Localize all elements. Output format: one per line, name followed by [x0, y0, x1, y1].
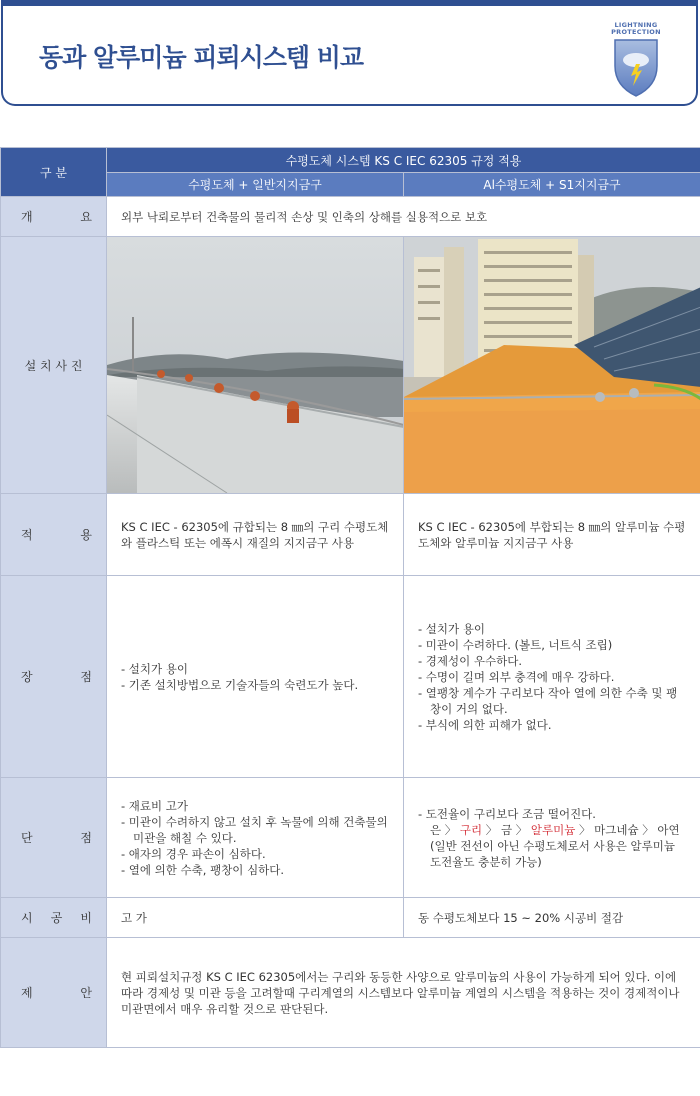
cost-aluminum: 동 수평도체보다 15 ~ 20% 시공비 절감	[404, 898, 700, 938]
row-label-application: 적 용	[1, 494, 107, 576]
comparison-table	[0, 147, 700, 1048]
copper-installation-photo	[107, 237, 404, 494]
row-label-advantages: 장 점	[1, 576, 107, 778]
advantages-aluminum	[404, 576, 700, 778]
list-item: - 재료비 고가	[121, 798, 189, 813]
proposal-text: 현 피뢰설치규정 KS C IEC 62305에서는 구리와 동등한 사양으로 알루미늄의 사용이 가능하게 되어 있다. 이에 따라 경제성 및 미관 등을 고려할때 구리계열의 시스템보다 알루미늄 계열의 시스템을 적용하는 것이 경제적이나 미관면에서 매우 유리할 것으로 판단된다.	[107, 938, 700, 1048]
logo-text-line1: LIGHTNING	[614, 21, 658, 29]
list-item: - 미관이 수려하지 않고 설치 후 녹물에 의해 건축물의 미관을 해칠 수 있다.	[121, 814, 388, 845]
highlight-aluminum: 알루미늄	[530, 822, 576, 837]
cost-copper: 고 가	[107, 898, 404, 938]
table-row-photo	[1, 237, 700, 494]
disadvantages-copper	[107, 778, 404, 898]
table-row-application	[1, 494, 700, 576]
list-item: - 설치가 용이	[418, 621, 486, 636]
table-row-proposal	[1, 938, 700, 1048]
table-row-advantages	[1, 576, 700, 778]
category-header: 구 분	[1, 148, 107, 197]
shield-icon	[609, 36, 663, 98]
list-item: - 미관이 수려하다. (볼트, 너트식 조립)	[418, 637, 613, 652]
column-header-aluminum: Al수평도체 + S1지지금구	[404, 173, 700, 197]
row-label-disadvantages: 단 점	[1, 778, 107, 898]
disadvantages-aluminum	[404, 778, 700, 898]
table-row-disadvantages	[1, 778, 700, 898]
logo-text-line2: PROTECTION	[611, 28, 661, 36]
list-item: - 수명이 길며 외부 충격에 매우 강하다.	[418, 669, 615, 684]
list-item: - 열에 의한 수축, 팽창이 심하다.	[121, 862, 285, 877]
conductivity-note: (일반 전선이 아닌 수평도체로서 사용은 알루미늄 도전율도 충분히 가능)	[430, 838, 675, 869]
conductivity-ranking: 은 〉 구리 〉 금 〉 알루미늄 〉 마그네슘 〉 아연	[430, 822, 680, 837]
list-item: - 부식에 의한 피해가 없다.	[418, 717, 552, 732]
table-row-overview	[1, 197, 700, 237]
row-label-cost: 시 공 비	[1, 898, 107, 938]
highlight-copper: 구리	[459, 822, 483, 837]
list-item: - 도전율이 구리보다 조금 떨어진다.	[418, 806, 596, 821]
page-title: 동과 알루미늄 피뢰시스템 비교	[39, 43, 364, 72]
list-item: - 설치가 용이	[121, 661, 189, 676]
row-label-photo: 설 치 사 진	[1, 237, 107, 494]
row-label-overview: 개 요	[1, 197, 107, 237]
application-copper: KS C IEC - 62305에 규합되는 8 ㎜의 구리 수평도체와 플라스틱 또는 에폭시 재질의 지지금구 사용	[107, 494, 404, 576]
list-item: - 기존 설치방법으로 기술자들의 숙련도가 높다.	[121, 677, 359, 692]
overview-text: 외부 낙뢰로부터 건축물의 물리적 손상 및 인축의 상해를 실용적으로 보호	[107, 197, 700, 237]
page-header	[1, 0, 698, 106]
lightning-protection-logo	[609, 22, 663, 102]
aluminum-installation-photo	[404, 237, 700, 494]
application-aluminum: KS C IEC - 62305에 부합되는 8 ㎜의 알루미늄 수평도체와 알루미늄 지지금구 사용	[404, 494, 700, 576]
advantages-copper	[107, 576, 404, 778]
row-label-proposal: 제 안	[1, 938, 107, 1048]
column-header-copper: 수평도체 + 일반지지금구	[107, 173, 404, 197]
list-item: - 애자의 경우 파손이 심하다.	[121, 846, 266, 861]
list-item: - 경제성이 우수하다.	[418, 653, 522, 668]
table-row-cost	[1, 898, 700, 938]
list-item: - 열팽창 계수가 구리보다 작아 열에 의한 수축 및 팽창이 거의 없다.	[418, 685, 678, 716]
group-header: 수평도체 시스템 KS C IEC 62305 규정 적용	[107, 148, 700, 173]
